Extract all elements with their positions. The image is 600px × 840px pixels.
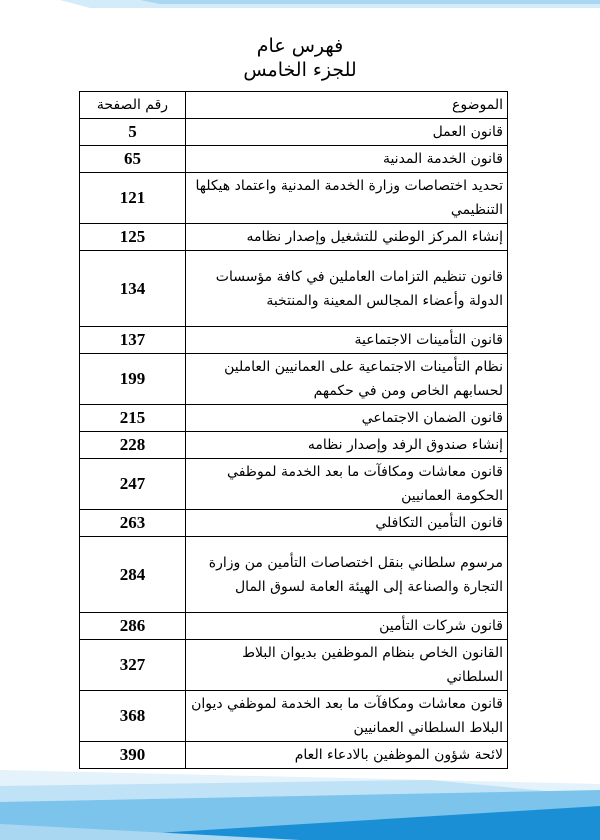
header-page-number: رقم الصفحة: [80, 92, 186, 119]
row-subject: لائحة شؤون الموظفين بالادعاء العام: [186, 742, 508, 769]
row-page-number: 368: [80, 691, 186, 742]
table-row: [80, 354, 508, 405]
table-row: [80, 146, 508, 173]
row-subject: قانون معاشات ومكافآت ما بعد الخدمة لموظفي ديوان البلاط السلطاني العمانيين: [186, 691, 508, 742]
row-page-number: 5: [80, 119, 186, 146]
row-page-number: 121: [80, 173, 186, 224]
row-page-number: 125: [80, 224, 186, 251]
row-subject: إنشاء المركز الوطني للتشغيل وإصدار نظامه: [186, 224, 508, 251]
row-subject: قانون العمل: [186, 119, 508, 146]
row-page-number: 284: [80, 537, 186, 613]
bottom-decoration: [0, 740, 600, 840]
row-page-number: 215: [80, 405, 186, 432]
row-page-number: 228: [80, 432, 186, 459]
row-subject: قانون الخدمة المدنية: [186, 146, 508, 173]
table-row: [80, 173, 508, 224]
row-page-number: 286: [80, 613, 186, 640]
row-subject: قانون تنظيم التزامات العاملين في كافة مؤسسات الدولة وأعضاء المجالس المعينة والمنتخبة: [186, 251, 508, 327]
table-row: [80, 119, 508, 146]
table-row: [80, 459, 508, 510]
header-subject: الموضوع: [186, 92, 508, 119]
row-subject: تحديد اختصاصات وزارة الخدمة المدنية واعتماد هيكلها التنظيمي: [186, 173, 508, 224]
index-subtitle: للجزء الخامس: [243, 59, 357, 81]
table-row: [80, 510, 508, 537]
row-page-number: 137: [80, 327, 186, 354]
table-row: [80, 640, 508, 691]
index-title-block: [0, 34, 600, 82]
top-decoration: [0, 0, 600, 30]
row-subject: قانون التأمينات الاجتماعية: [186, 327, 508, 354]
row-subject: مرسوم سلطاني بنقل اختصاصات التأمين من وزارة التجارة والصناعة إلى الهيئة العامة لسوق المال: [186, 537, 508, 613]
table-row: [80, 537, 508, 613]
table-row: [80, 691, 508, 742]
table-row: [80, 405, 508, 432]
table-row: [80, 432, 508, 459]
index-table: [79, 91, 508, 769]
row-subject: قانون معاشات ومكافآت ما بعد الخدمة لموظفي الحكومة العمانيين: [186, 459, 508, 510]
table-row: [80, 613, 508, 640]
table-header-row: [80, 92, 508, 119]
row-page-number: 263: [80, 510, 186, 537]
row-subject: القانون الخاص بنظام الموظفين بديوان البلاط السلطاني: [186, 640, 508, 691]
row-page-number: 247: [80, 459, 186, 510]
row-subject: نظام التأمينات الاجتماعية على العمانيين العاملين لحسابهم الخاص ومن في حكمهم: [186, 354, 508, 405]
table-row: [80, 327, 508, 354]
table-row: [80, 224, 508, 251]
row-subject: قانون التأمين التكافلي: [186, 510, 508, 537]
row-page-number: 199: [80, 354, 186, 405]
row-page-number: 390: [80, 742, 186, 769]
row-subject: قانون شركات التأمين: [186, 613, 508, 640]
row-page-number: 134: [80, 251, 186, 327]
row-subject: إنشاء صندوق الرفد وإصدار نظامه: [186, 432, 508, 459]
row-subject: قانون الضمان الاجتماعي: [186, 405, 508, 432]
index-title: فهرس عام: [256, 35, 344, 57]
table-row: [80, 251, 508, 327]
row-page-number: 327: [80, 640, 186, 691]
row-page-number: 65: [80, 146, 186, 173]
